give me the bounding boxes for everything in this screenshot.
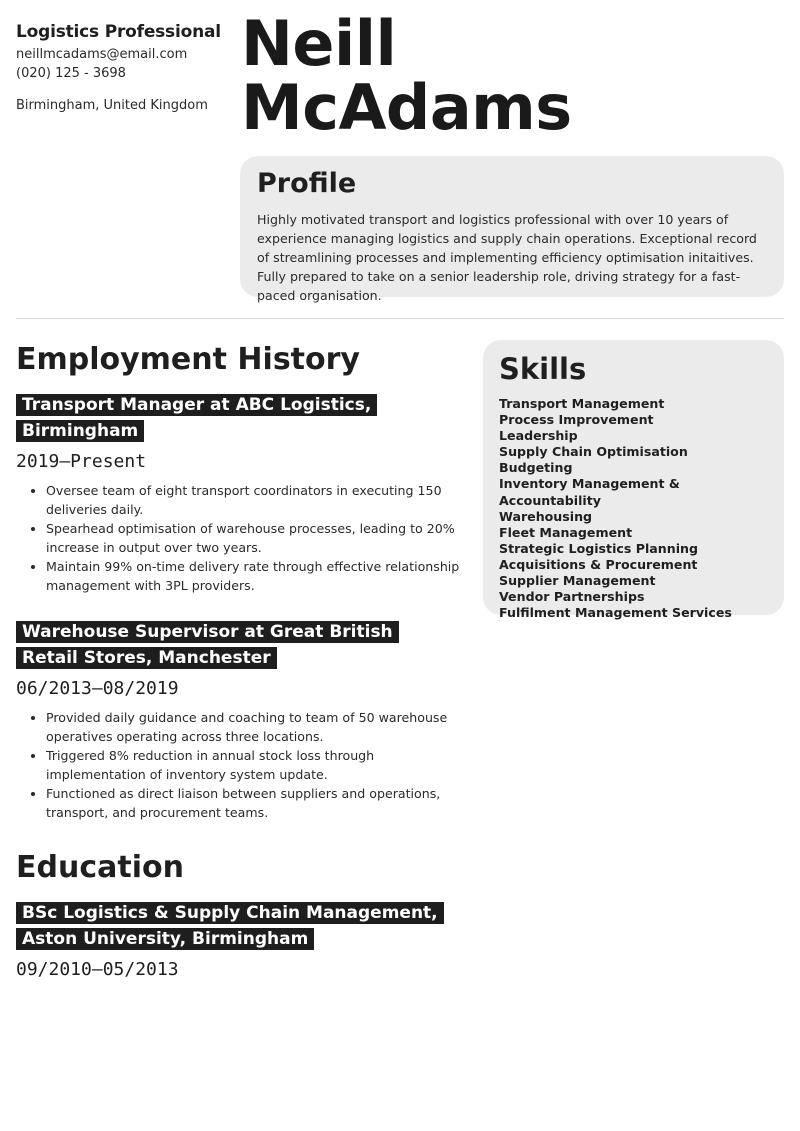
skills-list	[499, 396, 768, 621]
job-heading: Warehouse Supervisor at Great British Retail Stores, Manchester	[16, 621, 399, 669]
skill-item: Supply Chain Optimisation	[499, 444, 688, 460]
skill-item: Strategic Logistics Planning	[499, 540, 699, 556]
skill-item: Supplier Management	[499, 573, 656, 589]
skill-item: Warehousing	[499, 508, 593, 524]
job-dates: 2019—Present	[16, 451, 147, 472]
professional-title: Logistics Professional	[16, 22, 221, 42]
job-bullet: • Spearhead optimisation of warehouse processes, leading to 20% increase in output over two years.	[46, 519, 461, 557]
skills-card	[483, 340, 784, 621]
skill-item: Inventory Management & Accountability	[499, 476, 680, 508]
first-name: Neill	[241, 7, 397, 80]
job-bullet: • Triggered 8% reduction in annual stock loss through implementation of inventory system update.	[46, 746, 461, 784]
main-column	[16, 340, 461, 983]
location: Birmingham, United Kingdom	[16, 98, 208, 113]
job-bullets	[16, 708, 461, 822]
skill-item: Acquisitions & Procurement	[499, 556, 698, 572]
section-divider	[16, 318, 784, 319]
skills-title: Skills	[499, 352, 587, 386]
profile-title: Profile	[257, 168, 357, 199]
skill-item: Budgeting	[499, 460, 573, 476]
contact-block	[16, 22, 236, 115]
skill-item: Fleet Management	[499, 524, 633, 540]
phone-number[interactable]: (020) 125 - 3698	[16, 66, 126, 81]
skill-item: Leadership	[499, 428, 578, 444]
skill-item: Transport Management	[499, 396, 665, 411]
last-name: McAdams	[241, 71, 572, 144]
skill-item: Process Improvement	[499, 412, 654, 428]
job-bullet: • Oversee team of eight transport coordinators in executing 150 deliveries daily.	[46, 481, 461, 519]
candidate-name	[241, 7, 572, 144]
job-bullets	[16, 481, 461, 595]
job-bullet: • Maintain 99% on-time delivery rate through effective relationship management with 3PL providers.	[46, 557, 461, 595]
education-heading: BSc Logistics & Supply Chain Management, Aston University, Birmingham	[16, 902, 444, 950]
education-title: Education	[16, 850, 184, 885]
job-entry	[16, 392, 461, 595]
skill-item: Vendor Partnerships	[499, 589, 645, 605]
education-dates: 09/2010—05/2013	[16, 959, 179, 980]
education-section	[16, 848, 461, 983]
job-dates: 06/2013—08/2019	[16, 678, 179, 699]
education-entry	[16, 900, 461, 983]
job-heading: Transport Manager at ABC Logistics, Birmingham	[16, 394, 377, 442]
job-bullet: • Provided daily guidance and coaching to team of 50 warehouse operatives operating across three locations.	[46, 708, 461, 746]
job-entry	[16, 619, 461, 822]
profile-text: Highly motivated transport and logistics professional with over 10 years of experience managing logistics and supply chain operations. Exceptional record of streamlining processes and implementing efficiency optimisation initaitives. Fully prepared to take on a senior leadership role, driving strategy for a fast-paced organisation.	[257, 212, 757, 303]
profile-card	[240, 156, 784, 303]
employment-history-title: Employment History	[16, 342, 360, 377]
skill-item: Fulfilment Management Services	[499, 605, 732, 621]
job-bullet: • Functioned as direct liaison between suppliers and operations, transport, and procurement teams.	[46, 784, 461, 822]
email-address[interactable]: neillmcadams@email.com	[16, 47, 188, 62]
